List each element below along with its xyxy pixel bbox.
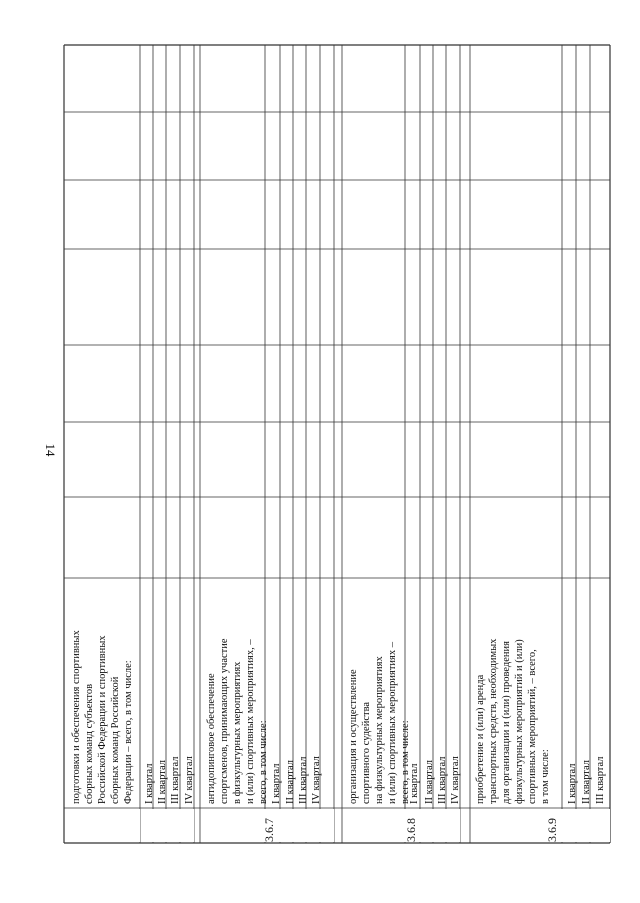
row-code: 3.6.9	[545, 818, 559, 842]
row-label: IV квартал	[450, 756, 461, 804]
row-label: III квартал	[298, 756, 309, 804]
row-label: IV квартал	[184, 756, 195, 804]
merged-cell-mask	[65, 809, 140, 842]
row-label: спортсменов, принимающих участие	[219, 638, 230, 804]
row-label: III квартал	[595, 756, 606, 804]
row-label: II квартал	[285, 759, 296, 804]
row-label: всего, в том числе:	[258, 720, 269, 804]
row-label: IV квартал	[311, 756, 322, 804]
row-label: II квартал	[157, 759, 168, 804]
row-label: всего, в том числе:	[400, 720, 411, 804]
row-label: I квартал	[567, 763, 578, 804]
row-label: в том числе:	[540, 749, 551, 804]
merged-cell-mask	[471, 809, 610, 842]
merged-cell-mask	[141, 809, 194, 842]
row-label: III квартал	[437, 756, 448, 804]
row-code: 3.6.8	[404, 818, 418, 842]
row-label: для организации и (или) проведения	[501, 641, 512, 804]
row-label: приобретение и (или) аренда	[475, 674, 486, 804]
row-label: и (или) спортивных мероприятиях, –	[245, 639, 256, 804]
row-label: антидопинговое обеспечение	[206, 673, 217, 804]
row-label: I квартал	[271, 763, 282, 804]
row-label: спортивного судейства	[361, 701, 372, 804]
row-label: сборных команд Российской	[110, 676, 121, 804]
row-label: спортивных мероприятий, – всего,	[527, 649, 538, 804]
row-label: II квартал	[424, 759, 435, 804]
row-label: на физкультурных мероприятиях	[374, 656, 385, 804]
row-label: I квартал	[144, 763, 155, 804]
row-label: подготовки и обеспечения спортивных	[71, 630, 82, 804]
row-label: организация и осуществление	[348, 669, 359, 804]
row-label: транспортных средств, необходимых	[488, 638, 499, 804]
row-label: сборных команд субъектов	[84, 683, 95, 804]
row-label: в физкультурных мероприятиях	[232, 661, 243, 804]
row-label: Федерации – всего, в том числе:	[123, 660, 134, 804]
page-number: 14	[43, 443, 58, 457]
row-code: 3.6.7	[262, 818, 276, 842]
row-label: II квартал	[581, 759, 592, 804]
row-label: I квартал	[409, 763, 420, 804]
row-label: III квартал	[170, 756, 181, 804]
merged-cell-mask	[343, 809, 460, 842]
row-label: Российской Федерации и спортивных	[97, 635, 108, 804]
row-label: и (или) спортивных мероприятиях –	[387, 642, 398, 804]
row-label: физкультурных мероприятий и (или)	[514, 639, 525, 804]
